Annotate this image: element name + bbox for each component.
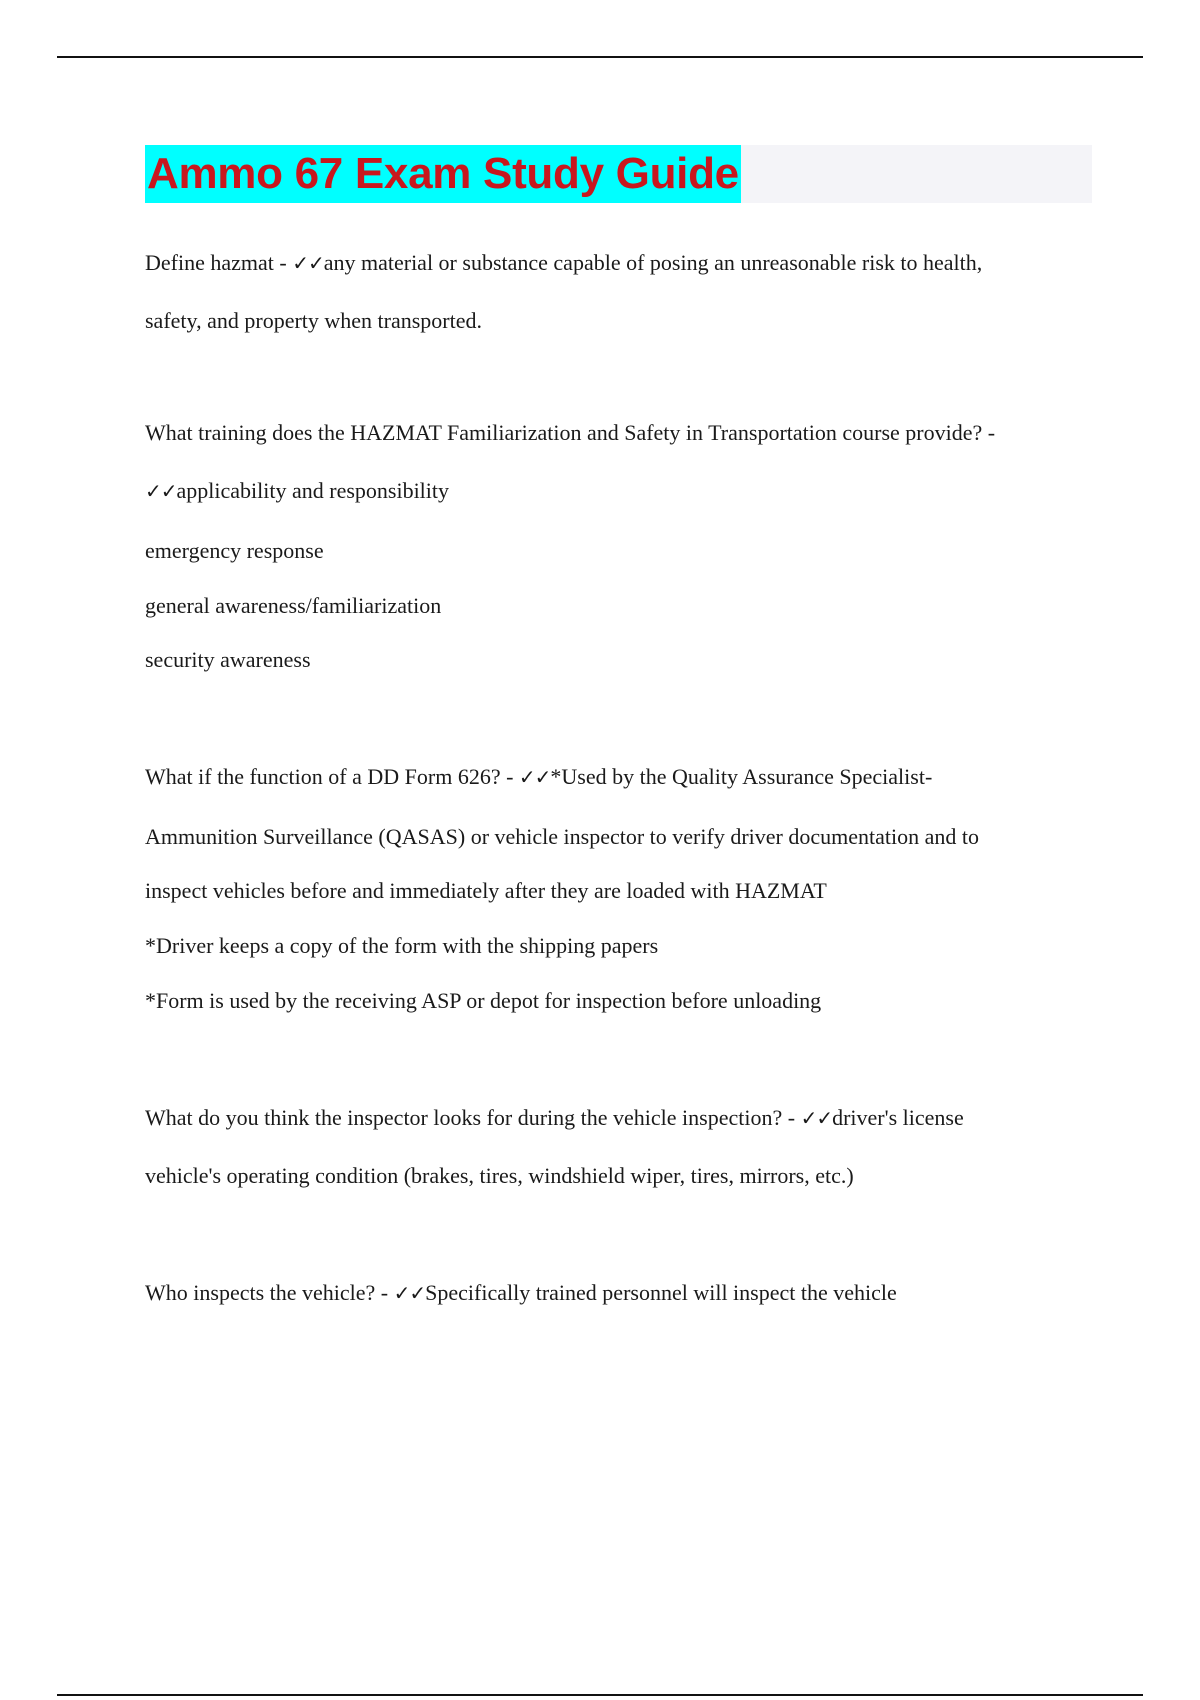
question-text: Define hazmat - — [145, 250, 293, 275]
line-text: *Used by the Quality Assurance Specialist- — [550, 764, 933, 789]
question-text: What do you think the inspector looks for during the vehicle inspection? - — [145, 1105, 801, 1130]
line-text: applicability and responsibility — [176, 478, 450, 503]
line-text: *Form is used by the receiving ASP or depot for inspection before unloading — [145, 988, 822, 1013]
qa-line — [145, 824, 979, 850]
qa-line — [145, 1105, 964, 1131]
check-mark-icon: ✓✓ — [518, 765, 551, 789]
top-rule — [57, 56, 1143, 58]
qa-line — [145, 250, 982, 276]
check-mark-icon: ✓✓ — [800, 1106, 833, 1130]
qa-line — [145, 647, 311, 673]
check-mark-icon: ✓✓ — [292, 251, 324, 275]
line-text: inspect vehicles before and immediately after they are loaded with HAZMAT — [145, 878, 827, 903]
qa-line — [145, 878, 827, 904]
bottom-rule — [57, 1694, 1143, 1696]
qa-line — [145, 1163, 854, 1189]
line-text: emergency response — [145, 538, 324, 563]
line-text: Ammunition Surveillance (QASAS) or vehicle inspector to verify driver documentation and to — [145, 824, 979, 849]
line-text: *Driver keeps a copy of the form with the shipping papers — [145, 933, 659, 958]
qa-line — [145, 308, 482, 334]
line-text: vehicle's operating condition (brakes, tires, windshield wiper, tires, mirrors, etc.) — [145, 1163, 854, 1188]
question-text: Who inspects the vehicle? - — [145, 1280, 394, 1305]
line-text: general awareness/familiarization — [145, 593, 442, 618]
line-text: any material or substance capable of posing an unreasonable risk to health, — [323, 250, 983, 275]
qa-line — [145, 538, 324, 564]
qa-line — [145, 1280, 897, 1306]
qa-line — [145, 478, 449, 504]
qa-line — [145, 933, 658, 959]
question-text: What if the function of a DD Form 626? - — [145, 764, 519, 789]
line-text: safety, and property when transported. — [145, 308, 483, 333]
document-title: Ammo 67 Exam Study Guide — [145, 145, 741, 203]
check-mark-icon: ✓✓ — [393, 1281, 426, 1305]
qa-line — [145, 420, 995, 446]
line-text: Specifically trained personnel will inspect the vehicle — [425, 1280, 897, 1305]
line-text: driver's license — [832, 1105, 964, 1130]
qa-line — [145, 593, 441, 619]
check-mark-icon: ✓✓ — [145, 479, 177, 503]
qa-line — [145, 764, 932, 790]
qa-line — [145, 988, 821, 1014]
line-text: security awareness — [145, 647, 311, 672]
line-text: What training does the HAZMAT Familiarization and Safety in Transportation course provide? - — [145, 420, 996, 445]
